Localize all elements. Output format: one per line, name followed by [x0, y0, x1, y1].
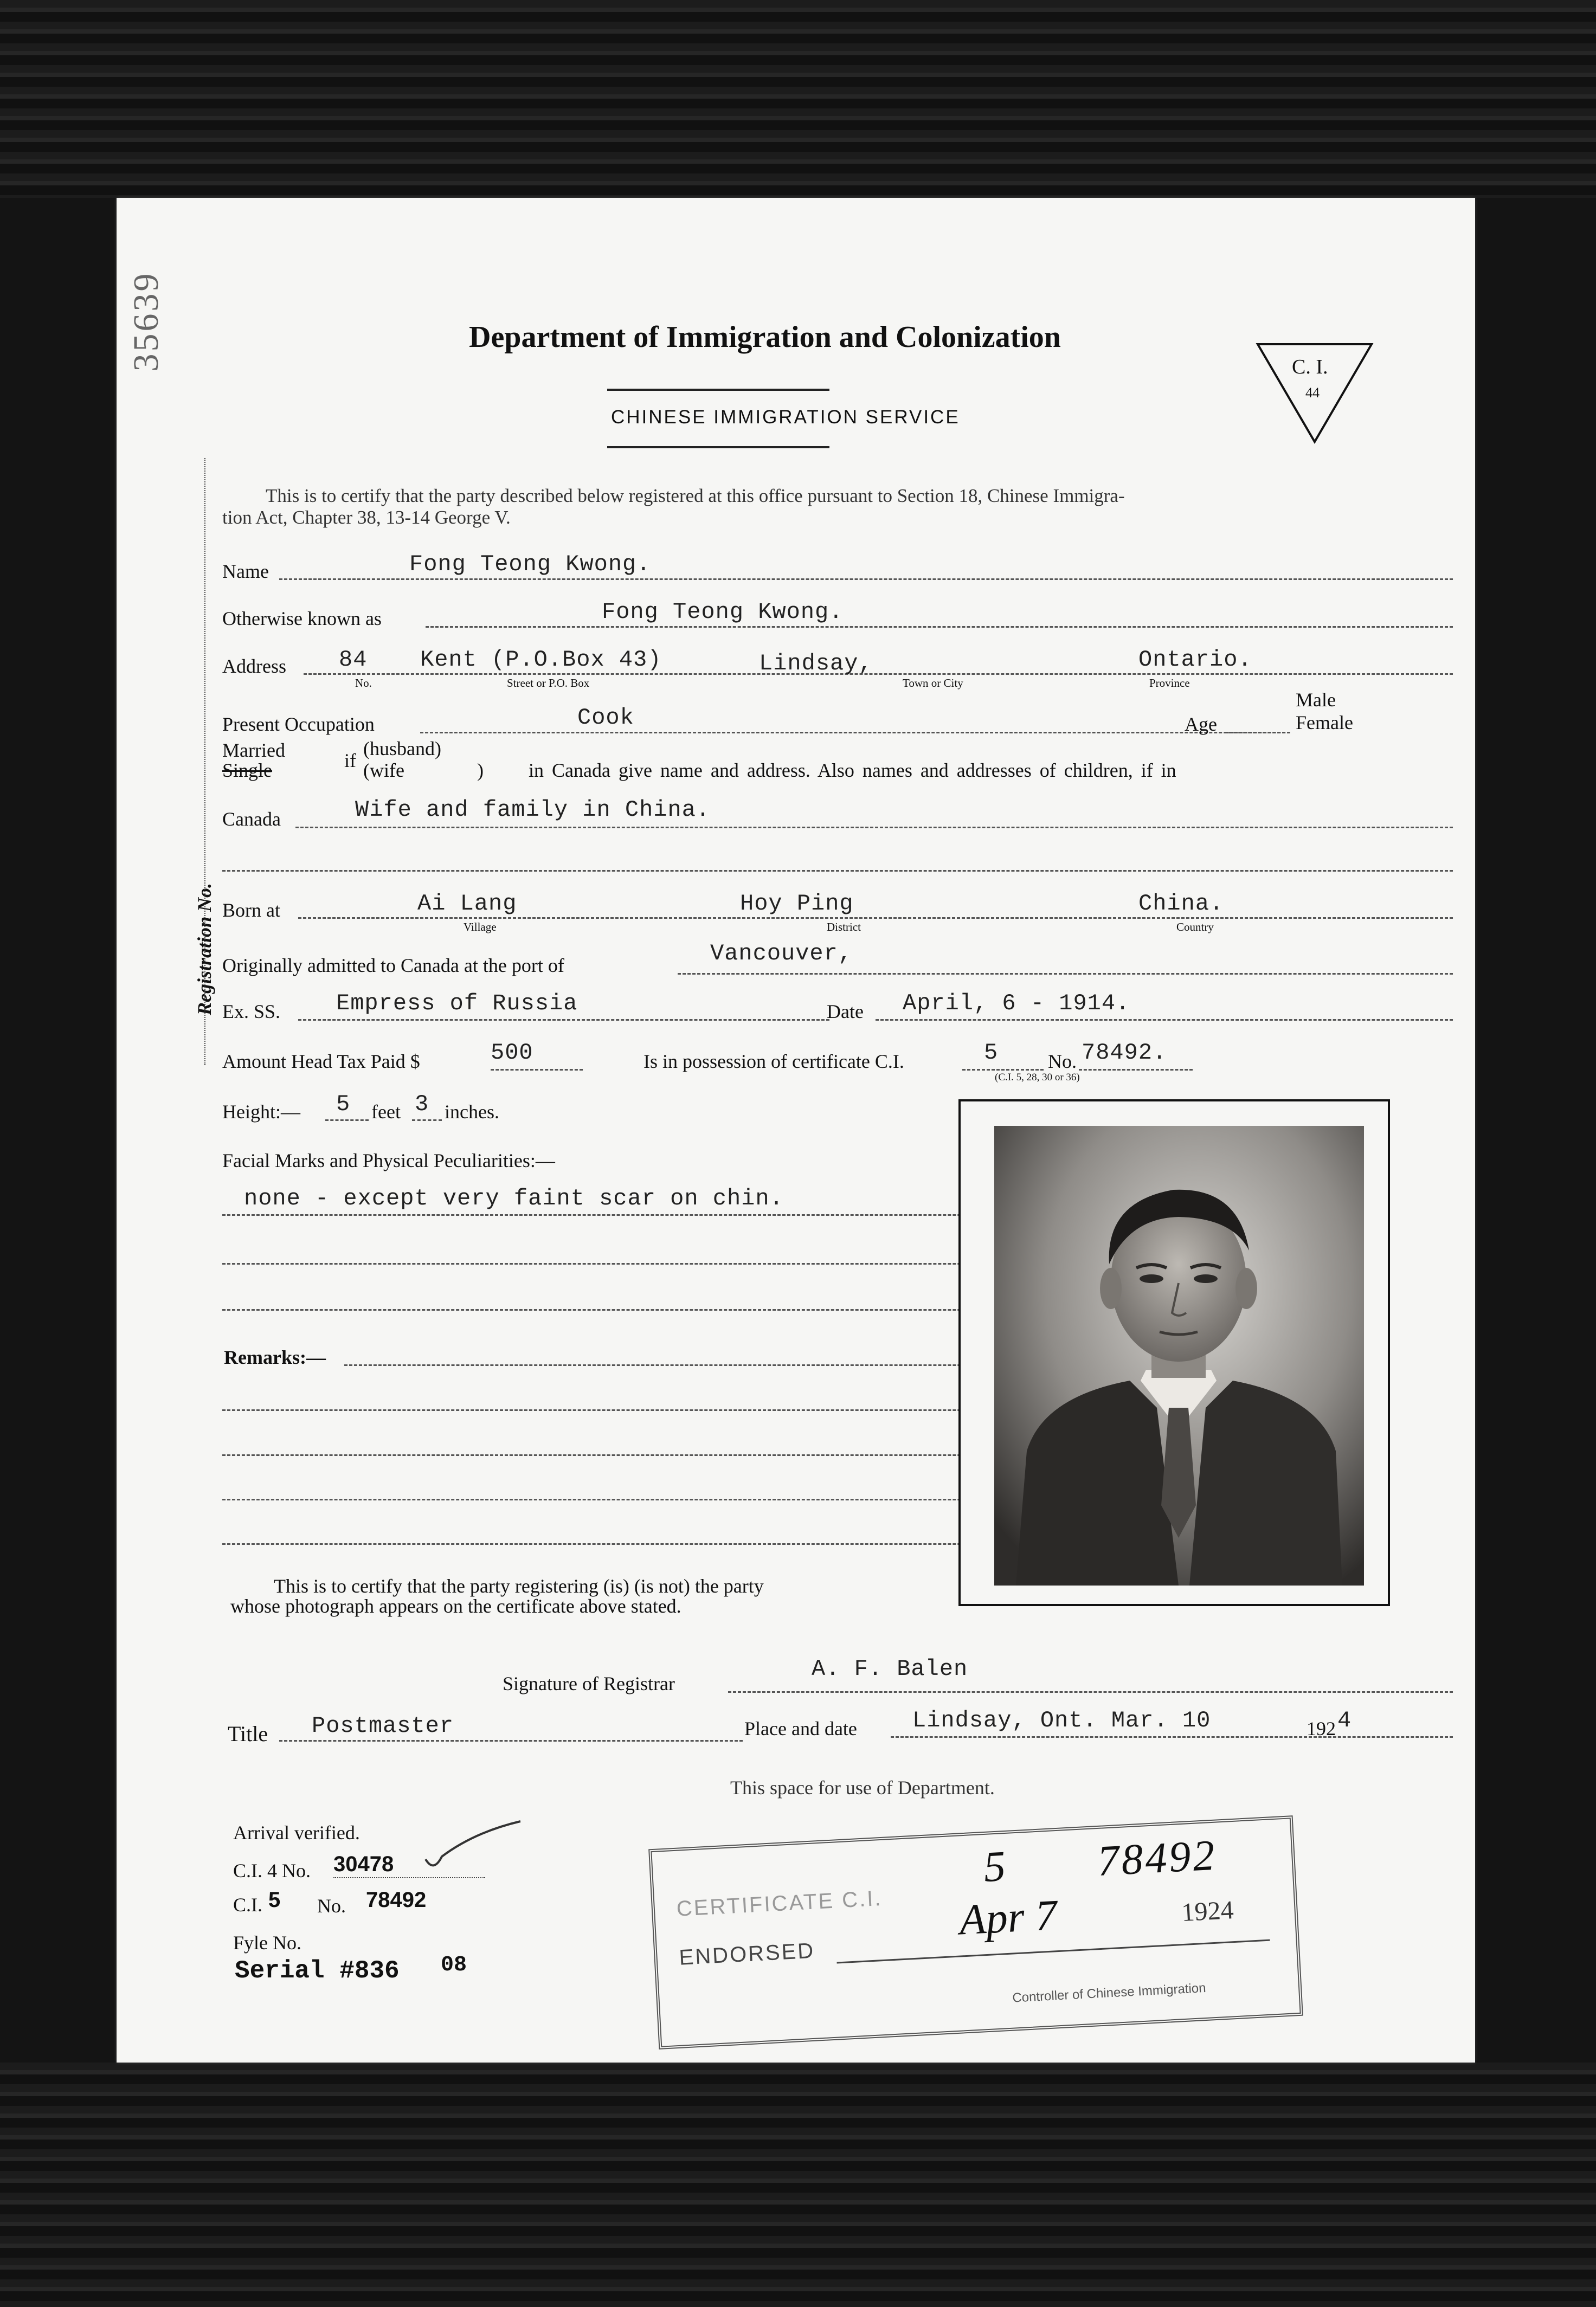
ci-number-value: 5 [268, 1888, 281, 1912]
photograph-frame [958, 1099, 1390, 1606]
village-value: Ai Lang [417, 891, 517, 917]
stamp-certificate-label: CERTIFICATE C.I. [675, 1886, 883, 1921]
married-label: Married [222, 739, 285, 761]
facial-line-3 [222, 1309, 1044, 1311]
wife-label: (wife [363, 759, 404, 781]
head-tax-value: 500 [491, 1040, 533, 1066]
age-line [1225, 732, 1290, 733]
port-value: Vancouver, [710, 940, 853, 966]
stamp-endorsed-label: ENDORSED [678, 1938, 816, 1970]
port-line [678, 973, 1453, 975]
name-line [279, 578, 1453, 580]
signature-label: Signature of Registrar [503, 1673, 675, 1694]
born-at-line [298, 917, 1453, 919]
occupation-label: Present Occupation [222, 713, 375, 735]
ex-ss-label: Ex. SS. [222, 1001, 281, 1022]
address-street-caption: Street or P.O. Box [507, 676, 590, 689]
title-label: Title [228, 1722, 268, 1746]
ship-value: Empress of Russia [336, 990, 578, 1016]
ci-cert-value: 5 [984, 1040, 999, 1066]
place-date-label: Place and date [744, 1718, 857, 1739]
stamp-controller-label: Controller of Chinese Immigration [1012, 1980, 1207, 2006]
name-value: Fong Teong Kwong. [409, 551, 651, 577]
address-number-value: 84 [339, 647, 368, 673]
address-province-caption: Province [1149, 676, 1190, 689]
stamp-line [837, 1939, 1270, 1964]
photograph [994, 1126, 1364, 1586]
address-street-value: Kent (P.O.Box 43) [420, 647, 662, 673]
registration-certificate [117, 198, 1475, 2063]
department-title: Department of Immigration and Colonization [469, 320, 1061, 354]
certify-line-2: whose photograph appears on the certificate above stated. [230, 1595, 681, 1617]
feet-label: feet [371, 1101, 401, 1123]
otherwise-label: Otherwise known as [222, 608, 382, 629]
header-rule-top [607, 389, 829, 391]
facial-line-1 [222, 1214, 1044, 1216]
stamp-handwritten-ci: 5 [982, 1842, 1007, 1892]
occupation-value: Cook [577, 705, 634, 731]
country-value: China. [1138, 891, 1224, 917]
occupation-line [420, 732, 1290, 733]
inches-line [412, 1119, 442, 1121]
stamp-year: 1924 [1181, 1896, 1234, 1928]
date-label: Date [827, 1001, 864, 1022]
single-label: Single [222, 759, 273, 781]
address-town-caption: Town or City [903, 676, 963, 689]
district-value: Hoy Ping [740, 891, 854, 917]
wife-close-paren: ) [477, 759, 484, 781]
film-border-top [0, 0, 1596, 198]
ship-line [298, 1019, 829, 1021]
serial-suffix: 08 [441, 1953, 467, 1977]
film-border-bottom [0, 2063, 1596, 2307]
address-label: Address [222, 655, 286, 677]
family-line [295, 827, 1453, 828]
endorsement-stamp [648, 1815, 1303, 2050]
arrival-verified-label: Arrival verified. [233, 1822, 360, 1844]
height-label: Height:— [222, 1101, 300, 1123]
side-dotted-line [204, 458, 205, 1065]
district-caption: District [827, 920, 861, 933]
inches-label: inches. [445, 1101, 499, 1123]
form-number: 44 [1305, 385, 1320, 401]
stamp-handwritten-number: 78492 [1096, 1831, 1218, 1886]
ci4-label: C.I. 4 No. [233, 1860, 311, 1881]
originally-admitted-label: Originally admitted to Canada at the port of [222, 955, 564, 976]
feet-value: 5 [336, 1091, 351, 1117]
ci-no-value: 78492. [1082, 1040, 1167, 1066]
ci-cert-line [962, 1069, 1044, 1071]
ci-no-label: No. [317, 1895, 346, 1917]
registration-no-label: Registration No. [194, 882, 215, 1016]
form-code: C. I. [1292, 356, 1328, 378]
family-line-2 [222, 870, 1453, 872]
registrar-value: A. F. Balen [812, 1656, 968, 1682]
ci-label: C.I. [233, 1894, 262, 1916]
head-tax-line [491, 1069, 583, 1071]
stamp-handwritten-date: Apr 7 [958, 1891, 1058, 1944]
husband-label: (husband) [363, 738, 441, 759]
date-line [876, 1019, 1453, 1021]
header-rule-bottom [607, 446, 829, 448]
head-tax-label: Amount Head Tax Paid $ [222, 1051, 420, 1072]
male-label: Male [1296, 689, 1336, 711]
facial-marks-value: none - except very faint scar on chin. [244, 1185, 784, 1212]
feet-line [325, 1119, 369, 1121]
title-value: Postmaster [312, 1713, 454, 1739]
remarks-line-1 [344, 1364, 1044, 1366]
ci-note: (C.I. 5, 28, 30 or 36) [995, 1072, 1080, 1083]
intro-line-1: This is to certify that the party described below registered at this office pursuant to Section 18, Chinese Immigra- [266, 485, 1125, 506]
ci4-line [333, 1877, 485, 1878]
in-canada-label: in Canada give name and address. Also names and addresses of children, if in [529, 759, 1176, 781]
address-no-caption: No. [355, 676, 372, 689]
age-label: Age [1185, 713, 1217, 735]
serial-value: Serial #836 [235, 1957, 400, 1985]
address-town-value: Lindsay, [759, 650, 873, 676]
department-space-label: This space for use of Department. [730, 1777, 995, 1799]
village-caption: Village [464, 920, 497, 933]
remarks-line-5 [222, 1543, 1044, 1545]
possession-label: Is in possession of certificate C.I. [643, 1051, 904, 1072]
family-value: Wife and family in China. [355, 797, 711, 823]
if-label: if [344, 750, 356, 771]
no-label: No. [1048, 1051, 1077, 1072]
country-caption: Country [1176, 920, 1214, 933]
female-label: Female [1296, 712, 1353, 733]
canada-label: Canada [222, 808, 281, 830]
fyle-no-label: Fyle No. [233, 1932, 301, 1954]
otherwise-value: Fong Teong Kwong. [602, 599, 844, 625]
check-mark [420, 1816, 529, 1876]
address-line [304, 673, 1453, 675]
signature-line [728, 1691, 1453, 1693]
registration-number: 35639 [126, 271, 166, 372]
ci-no-line [1079, 1069, 1193, 1071]
otherwise-line [426, 626, 1453, 628]
service-title: CHINESE IMMIGRATION SERVICE [611, 407, 960, 428]
remarks-line-2 [222, 1409, 1044, 1411]
ci-cert-number-value: 78492 [366, 1888, 427, 1912]
remarks-line-4 [222, 1499, 1044, 1500]
name-label: Name [222, 560, 269, 582]
year-prefix: 192 [1307, 1718, 1336, 1739]
facial-marks-label: Facial Marks and Physical Peculiarities:— [222, 1150, 555, 1171]
certify-line-1: This is to certify that the party registering (is) (is not) the party [274, 1575, 764, 1597]
intro-line-2: tion Act, Chapter 38, 13-14 George V. [222, 507, 511, 528]
remarks-label: Remarks:— [224, 1346, 326, 1368]
facial-line-2 [222, 1263, 1044, 1265]
place-date-line [891, 1736, 1453, 1738]
year-suffix: 4 [1337, 1707, 1352, 1734]
place-date-value: Lindsay, Ont. Mar. 10 [912, 1707, 1211, 1734]
born-at-label: Born at [222, 899, 280, 921]
address-province-value: Ontario. [1138, 647, 1252, 673]
remarks-line-3 [222, 1454, 1044, 1456]
title-line [279, 1740, 743, 1742]
inches-value: 3 [415, 1091, 429, 1117]
ci4-value: 30478 [333, 1852, 394, 1876]
arrival-date-value: April, 6 - 1914. [903, 990, 1130, 1016]
